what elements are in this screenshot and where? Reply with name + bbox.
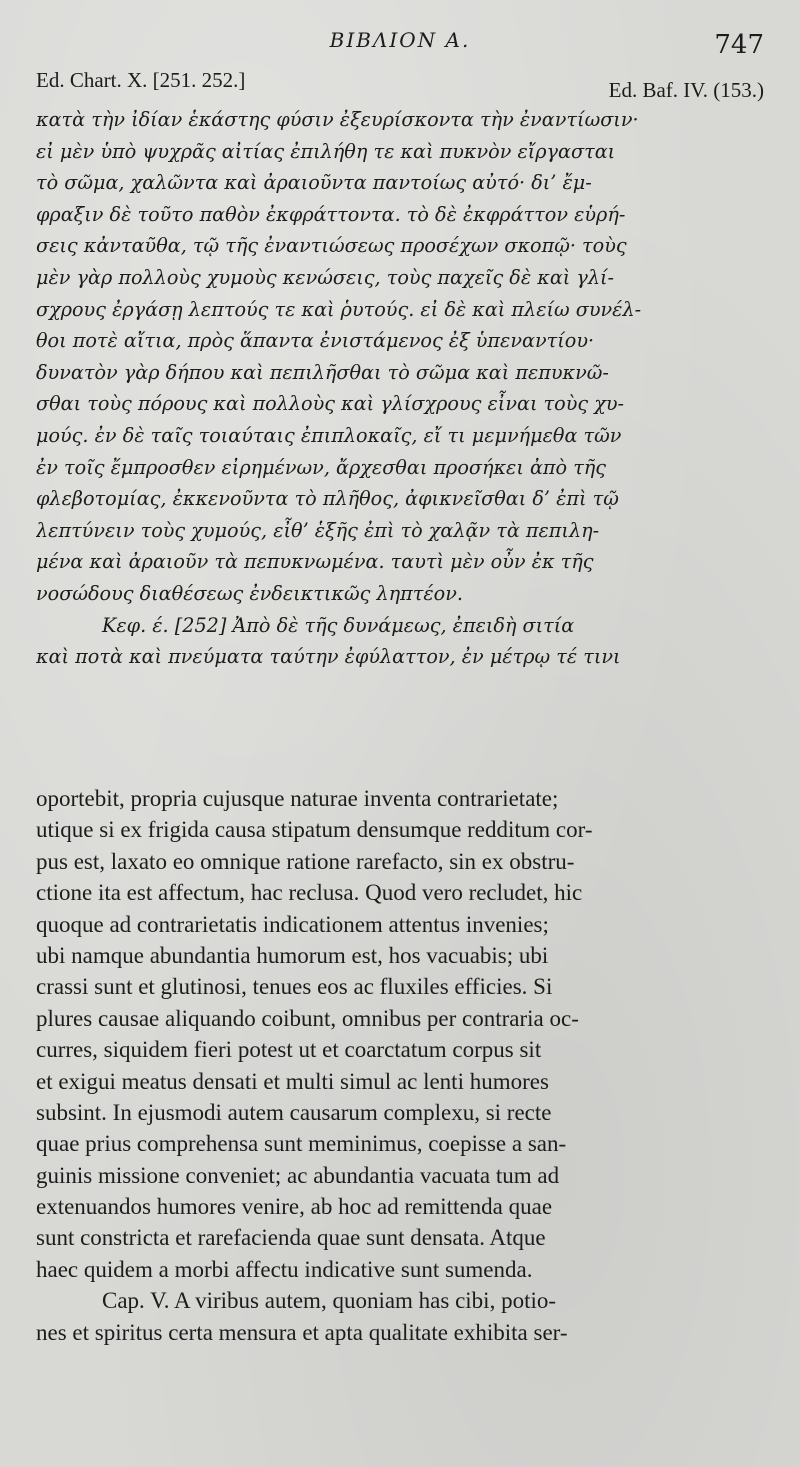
latin-line: utique si ex frigida causa stipatum densumque redditum cor- [36,817,593,843]
latin-line: haec quidem a morbi affectu indicative sunt sumenda. [36,1256,533,1282]
latin-line: quoque ad contrarietatis indicationem attentus invenies; [36,911,549,937]
greek-line: κατὰ τὴν ἰδίαν ἑκάστης φύσιν ἐξευρίσκοντα τὴν ἐναντίωσιν· [36,108,639,131]
latin-line: subsint. In ejusmodi autem causarum complexu, si recte [36,1099,552,1125]
latin-line: curres, siquidem fieri potest ut et coarctatum corpus sit [36,1037,542,1063]
latin-chapter-heading-line: Cap. V. A viribus autem, quoniam has cibi, potio- [102,1288,557,1314]
latin-line: ctione ita est affectum, hac reclusa. Quod vero recludet, hic [36,880,583,906]
edition-reference-chart: Ed. Chart. X. [251. 252.] [36,68,246,92]
latin-line: quae prius comprehensa sunt meminimus, coepisse a san- [36,1131,567,1157]
latin-line: et exigui meatus densati et multi simul ac lenti humores [36,1068,549,1094]
latin-line: extenuandos humores venire, ab hoc ad remittenda quae [36,1194,553,1220]
greek-line: σχρους ἐργάσῃ λεπτούς τε καὶ ῥυτούς. εἰ δὲ καὶ πλείω συνέλ- [36,297,642,321]
greek-line: εἰ μὲν ὑπὸ ψυχρᾶς αἰτίας ἐπιλήθη τε καὶ πυκνὸν εἴργασται [36,139,616,163]
greek-line: τὸ σῶμα, χαλῶντα καὶ ἀραιοῦντα παντοίως αὐτό· δι’ ἔμ- [36,171,592,195]
greek-line: μούς. ἐν δὲ ταῖς τοιαύταις ἐπιπλοκαῖς, εἴ τι μεμνήμεθα τῶν [36,423,622,447]
latin-line: oportebit, propria cujusque naturae inventa contrarietate; [36,786,559,811]
greek-line: σθαι τοὺς πόρους καὶ πολλοὺς καὶ γλίσχρους εἶναι τοὺς χυ- [36,392,625,416]
latin-text-block [36,783,766,1348]
greek-line: θοι ποτὲ αἴτια, πρὸς ἅπαντα ἐνιστάμενος ἐξ ὑπεναντίου· [36,329,595,353]
greek-text-block [36,104,766,673]
page-number: 747 [714,30,764,60]
edition-reference-basel: Ed. Baf. IV. (153.) [608,78,764,102]
latin-line: guinis missione conveniet; ac abundantia vacuata tum ad [36,1162,560,1188]
greek-line: μένα καὶ ἀραιοῦν τὰ πεπυκνωμένα. ταυτὶ μὲν οὖν ἐκ τῆς [36,550,594,574]
greek-line: λεπτύνειν τοὺς χυμούς, εἶθ’ ἑξῆς ἐπὶ τὸ χαλᾷν τὰ πεπιλη- [36,518,600,542]
latin-line: crassi sunt et glutinosi, tenues eos ac fluxiles efficies. Si [36,974,553,1000]
latin-line: nes et spiritus certa mensura et apta qualitate exhibita ser- [36,1319,568,1345]
latin-line: sunt constricta et rarefacienda quae sunt densata. Atque [36,1225,546,1251]
latin-line: plures causae aliquando coibunt, omnibus per contraria oc- [36,1005,579,1031]
greek-line: φλεβοτομίας, ἐκκενοῦντα τὸ πλῆθος, ἀφικνεῖσθαι δ’ ἐπὶ τῷ [36,487,619,511]
greek-line: μὲν γὰρ πολλοὺς χυμοὺς κενώσεις, τοὺς παχεῖς δὲ καὶ γλί- [36,265,615,289]
greek-line: καὶ ποτὰ καὶ πνεύματα ταύτην ἐφύλαττον, ἐν μέτρῳ τέ τινι [36,645,621,669]
greek-line: φραξιν δὲ τοῦτο παθὸν ἐκφράττοντα. τὸ δὲ ἐκφράττον εὑρή- [36,202,626,226]
latin-line: ubi namque abundantia humorum est, hos vacuabis; ubi [36,942,549,968]
greek-line: σεις κἀνταῦθα, τῷ τῆς ἐναντιώσεως προσέχων σκοπῷ· τοὺς [36,234,627,258]
greek-chapter-heading-line: Κεφ. έ. [252] Ἀπὸ δὲ τῆς δυνάμεως, ἐπειδὴ σιτία [102,613,575,637]
greek-line: δυνατὸν γὰρ δήπου καὶ πεπιλῆσθαι τὸ σῶμα καὶ πεπυκνῶ- [36,360,609,384]
latin-line: pus est, laxato eo omnique ratione rarefacto, sin ex obstru- [36,848,575,874]
greek-line: ἐν τοῖς ἔμπροσθεν εἰρημένων, ἄρχεσθαι προσήκει ἀπὸ τῆς [36,455,607,479]
greek-line: νοσώδους διαθέσεως ἐνδεικτικῶς ληπτέον. [36,581,463,605]
running-title: ΒΙΒΛΙΟΝ Α. [329,28,471,52]
